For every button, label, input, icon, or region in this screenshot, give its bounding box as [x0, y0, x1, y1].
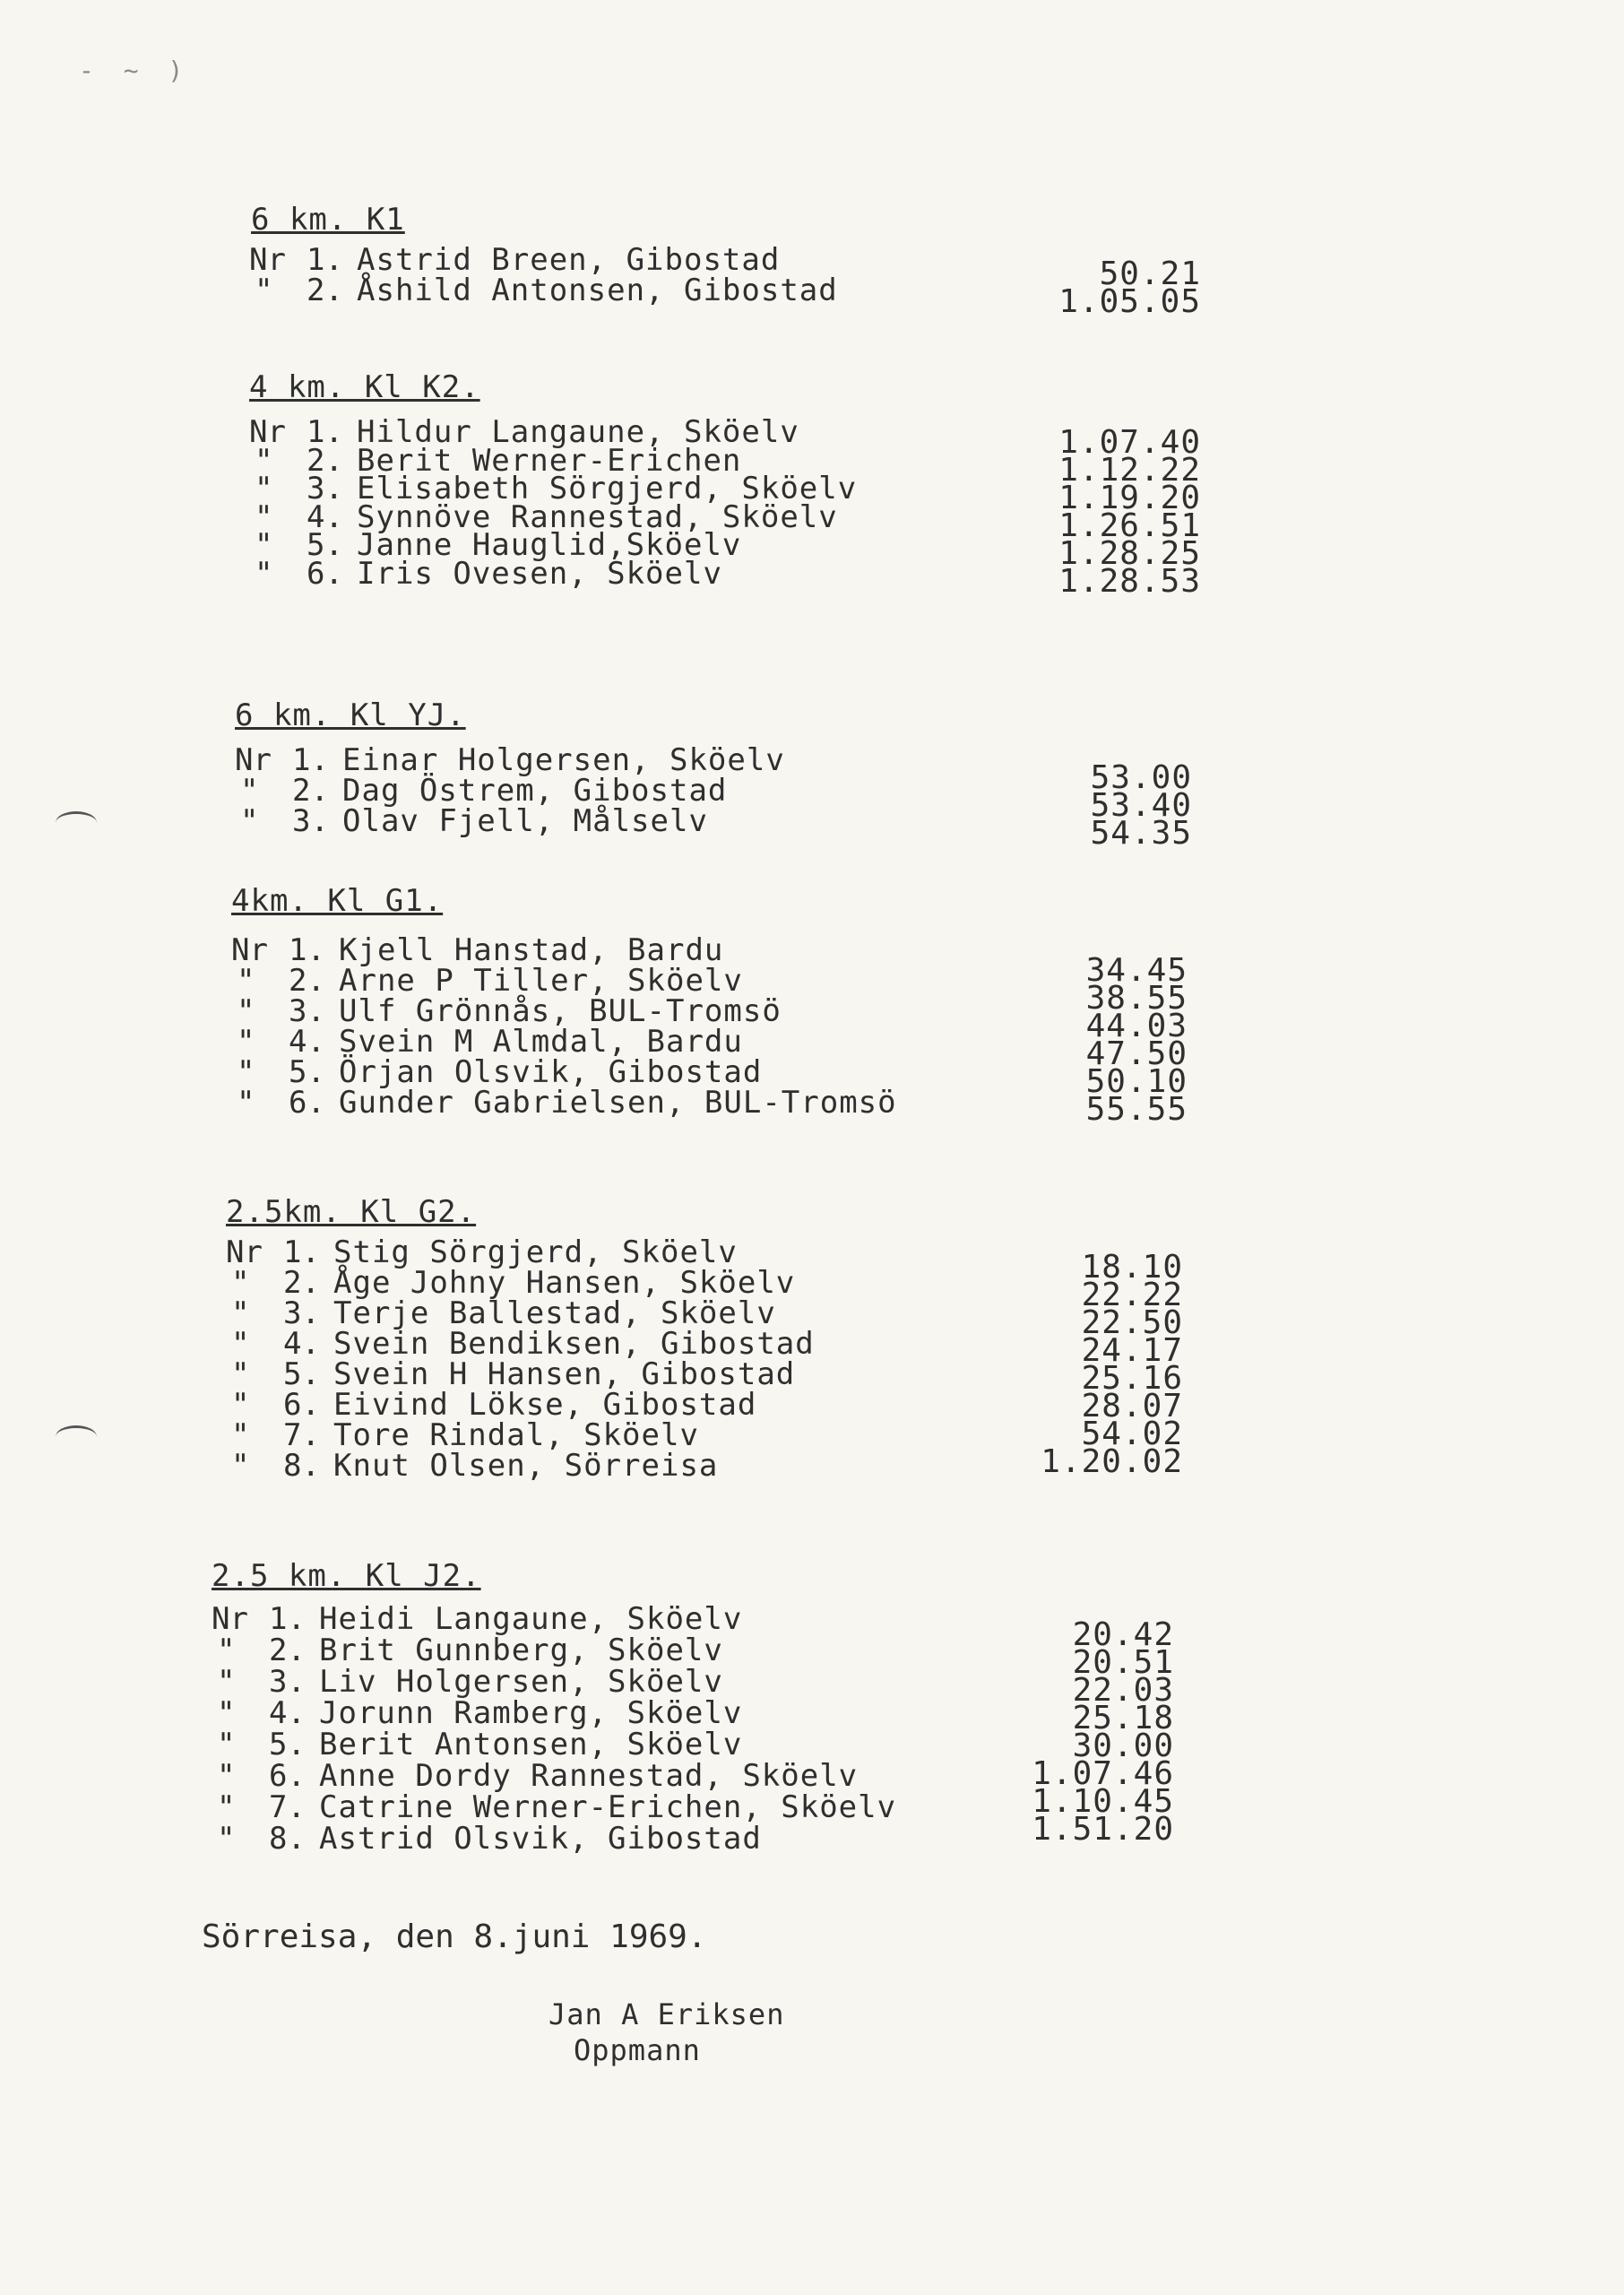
athlete-name: Jorunn Ramberg, Sköelv: [319, 1695, 743, 1731]
row-lead: ": [255, 273, 273, 308]
athlete-name: Örjan Olsvik, Gibostad: [339, 1054, 763, 1090]
result-row: [0, 1356, 1624, 1392]
result-time: 25.18: [1072, 1700, 1174, 1736]
place-date: Sörreisa, den 8.juni 1969.: [202, 1918, 707, 1955]
placing-number: 1.: [292, 742, 329, 778]
result-time: 53.40: [1090, 787, 1192, 824]
row-lead: Nr: [235, 742, 272, 778]
athlete-name: Berit Werner-Erichen: [357, 442, 742, 479]
result-time: 54.35: [1090, 815, 1192, 852]
placing-number: 2.: [289, 963, 325, 999]
placing-number: 4.: [307, 498, 343, 535]
athlete-name: Svein Bendiksen, Gibostad: [333, 1326, 815, 1362]
placing-number: 7.: [269, 1789, 306, 1825]
placing-number: 1.: [289, 932, 325, 968]
times-column: [1022, 424, 1201, 600]
athlete-name: Brit Gunnberg, Sköelv: [319, 1632, 723, 1668]
result-time: 1.19.20: [1058, 480, 1201, 516]
placing-number: 3.: [269, 1664, 306, 1700]
result-time: 1.10.45: [1032, 1783, 1174, 1820]
section-heading: 2.5km. Kl G2.: [226, 1194, 477, 1230]
result-time: 1.12.22: [1058, 452, 1201, 489]
result-time: 25.16: [1081, 1360, 1183, 1397]
result-row: [0, 1664, 1624, 1700]
row-lead: ": [255, 555, 273, 592]
result-row: [0, 1695, 1624, 1731]
row-lead: ": [237, 963, 255, 999]
result-row: [0, 242, 1624, 278]
result-time: 22.22: [1081, 1277, 1183, 1313]
athlete-name: Knut Olsen, Sörreisa: [333, 1448, 719, 1484]
result-row: [0, 1632, 1624, 1668]
placing-number: 2.: [292, 773, 329, 809]
result-row: [0, 1443, 1624, 1484]
athlete-name: Iris Ovesen, Sköelv: [357, 555, 722, 592]
row-lead: ": [231, 1356, 250, 1392]
result-row: [0, 932, 1624, 968]
result-time: 1.20.02: [1041, 1443, 1183, 1480]
placing-number: 7.: [283, 1417, 320, 1453]
row-lead: ": [217, 1632, 236, 1668]
result-row: [0, 1295, 1624, 1331]
athlete-name: Tore Rindal, Sköelv: [333, 1417, 699, 1453]
athlete-name: Catrine Werner-Erichen, Sköelv: [319, 1789, 897, 1825]
row-lead: ": [255, 498, 273, 535]
placing-number: 6.: [269, 1758, 306, 1794]
placing-number: 5.: [307, 527, 343, 563]
athlete-name: Ulf Grönnås, BUL-Tromsö: [339, 993, 782, 1029]
result-row: [0, 1265, 1624, 1301]
result-time: 20.51: [1072, 1644, 1174, 1681]
placing-number: 8.: [269, 1821, 306, 1857]
athlete-name: Arne P Tiller, Sköelv: [339, 963, 743, 999]
result-time: 54.02: [1081, 1416, 1183, 1452]
athlete-name: Terje Ballestad, Sköelv: [333, 1295, 776, 1331]
athlete-name: Olav Fjell, Målselv: [342, 803, 708, 839]
athlete-name: Synnöve Rannestad, Sköelv: [357, 498, 838, 535]
row-lead: ": [217, 1727, 236, 1762]
placing-number: 2.: [283, 1265, 320, 1301]
section-heading: 6 km. Kl YJ.: [235, 697, 466, 733]
result-time: 1.51.20: [1032, 1811, 1174, 1848]
result-time: 1.26.51: [1058, 507, 1201, 544]
result-row: [0, 273, 1624, 308]
result-time: 38.55: [1085, 980, 1188, 1017]
paper-mark: - ~ ): [79, 56, 191, 85]
row-lead: ": [231, 1417, 250, 1453]
athlete-name: Astrid Olsvik, Gibostad: [319, 1821, 762, 1857]
row-lead: ": [231, 1387, 250, 1423]
result-time: 50.21: [1099, 255, 1201, 292]
signer-name: Jan A Eriksen: [549, 1997, 785, 2031]
placing-number: 2.: [307, 273, 343, 308]
section-heading: 4 km. Kl K2.: [249, 369, 480, 405]
placing-number: 4.: [269, 1695, 306, 1731]
times-column: [1022, 255, 1201, 320]
row-lead: ": [217, 1695, 236, 1731]
row-lead: ": [237, 1024, 255, 1060]
section-heading: 2.5 km. Kl J2.: [212, 1558, 481, 1594]
row-lead: ": [231, 1448, 250, 1484]
placing-number: 6.: [307, 555, 343, 592]
row-lead: ": [217, 1821, 236, 1857]
placing-number: 8.: [283, 1448, 320, 1484]
placing-number: 5.: [289, 1054, 325, 1090]
athlete-name: Hildur Langaune, Sköelv: [357, 414, 799, 450]
result-time: 50.10: [1085, 1063, 1188, 1100]
placing-number: 1.: [307, 414, 343, 450]
result-time: 34.45: [1085, 952, 1188, 989]
row-lead: ": [240, 773, 259, 809]
row-lead: ": [255, 442, 273, 479]
row-lead: ": [231, 1326, 250, 1362]
row-lead: ": [217, 1758, 236, 1794]
row-lead: ": [255, 471, 273, 507]
athlete-name: Heidi Langaune, Sköelv: [319, 1601, 743, 1637]
result-row: [0, 1755, 1624, 1794]
result-time: 22.03: [1072, 1672, 1174, 1709]
athlete-name: Kjell Hanstad, Bardu: [339, 932, 724, 968]
placing-number: 3.: [307, 471, 343, 507]
placing-number: 6.: [289, 1085, 325, 1121]
times-column: [995, 1616, 1174, 1848]
result-row: [0, 1024, 1624, 1060]
placing-number: 2.: [307, 442, 343, 479]
placing-number: 3.: [289, 993, 325, 1029]
row-lead: ": [217, 1789, 236, 1825]
result-row: [0, 1387, 1624, 1425]
result-time: 30.00: [1072, 1728, 1174, 1764]
athlete-name: Elisabeth Sörgjerd, Sköelv: [357, 471, 858, 507]
athlete-name: Einar Holgersen, Sköelv: [342, 742, 785, 778]
row-lead: ": [255, 527, 273, 563]
placing-number: 2.: [269, 1632, 306, 1668]
section-heading: 4km. Kl G1.: [231, 883, 444, 919]
row-lead: Nr: [226, 1234, 263, 1270]
result-row: [0, 1054, 1624, 1090]
row-lead: Nr: [212, 1601, 248, 1637]
athlete-name: Astrid Breen, Gibostad: [357, 242, 781, 278]
athlete-name: Berit Antonsen, Sköelv: [319, 1727, 743, 1762]
row-lead: ": [237, 1085, 255, 1121]
signer-title: Oppmann: [574, 2033, 701, 2067]
result-row: [0, 1783, 1624, 1825]
result-time: 1.05.05: [1058, 283, 1201, 320]
result-time: 55.55: [1085, 1091, 1188, 1128]
times-column: [1008, 952, 1188, 1128]
row-lead: ": [231, 1265, 250, 1301]
row-lead: Nr: [249, 242, 286, 278]
result-row: [0, 1821, 1624, 1857]
result-row: [0, 1085, 1624, 1121]
result-time: 53.00: [1090, 759, 1192, 796]
placing-number: 1.: [307, 242, 343, 278]
result-time: 1.28.25: [1058, 535, 1201, 572]
placing-number: 4.: [289, 1024, 325, 1060]
times-column: [1004, 1249, 1183, 1480]
result-time: 28.07: [1081, 1388, 1183, 1425]
times-column: [1013, 759, 1192, 852]
athlete-name: Janne Hauglid,Sköelv: [357, 527, 742, 563]
result-row: [0, 1727, 1624, 1764]
result-time: 24.17: [1081, 1332, 1183, 1369]
placing-number: 1.: [269, 1601, 306, 1637]
result-row: [0, 993, 1624, 1029]
athlete-name: Dag Östrem, Gibostad: [342, 773, 728, 809]
placing-number: 6.: [283, 1387, 320, 1423]
result-time: 1.28.53: [1058, 563, 1201, 600]
athlete-name: Åshild Antonsen, Gibostad: [357, 273, 838, 308]
placing-number: 3.: [292, 803, 329, 839]
placing-number: 4.: [283, 1326, 320, 1362]
result-time: 1.07.40: [1058, 424, 1201, 461]
result-time: 47.50: [1085, 1035, 1188, 1072]
placing-number: 5.: [269, 1727, 306, 1762]
athlete-name: Svein M Almdal, Bardu: [339, 1024, 743, 1060]
athlete-name: Åge Johny Hansen, Sköelv: [333, 1265, 796, 1301]
row-lead: ": [237, 993, 255, 1029]
placing-number: 3.: [283, 1295, 320, 1331]
athlete-name: Gunder Gabrielsen, BUL-Tromsö: [339, 1085, 897, 1121]
row-lead: ": [240, 803, 259, 839]
section-heading: 6 km. K1: [251, 202, 405, 238]
row-lead: ": [217, 1664, 236, 1700]
athlete-name: Stig Sörgjerd, Sköelv: [333, 1234, 738, 1270]
result-row: [0, 1417, 1624, 1453]
result-time: 18.10: [1081, 1249, 1183, 1286]
row-lead: ": [231, 1295, 250, 1331]
result-row: [0, 803, 1624, 839]
result-row: [0, 1326, 1624, 1362]
row-lead: Nr: [249, 414, 286, 450]
athlete-name: Svein H Hansen, Gibostad: [333, 1356, 796, 1392]
result-time: 1.07.46: [1032, 1755, 1174, 1792]
result-time: 22.50: [1081, 1304, 1183, 1341]
row-lead: Nr: [231, 932, 268, 968]
athlete-name: Eivind Lökse, Gibostad: [333, 1387, 757, 1423]
placing-number: 1.: [283, 1234, 320, 1270]
athlete-name: Anne Dordy Rannestad, Sköelv: [319, 1758, 859, 1794]
result-time: 20.42: [1072, 1616, 1174, 1653]
row-lead: ": [237, 1054, 255, 1090]
result-time: 44.03: [1085, 1008, 1188, 1044]
result-row: [0, 555, 1624, 592]
athlete-name: Liv Holgersen, Sköelv: [319, 1664, 723, 1700]
placing-number: 5.: [283, 1356, 320, 1392]
